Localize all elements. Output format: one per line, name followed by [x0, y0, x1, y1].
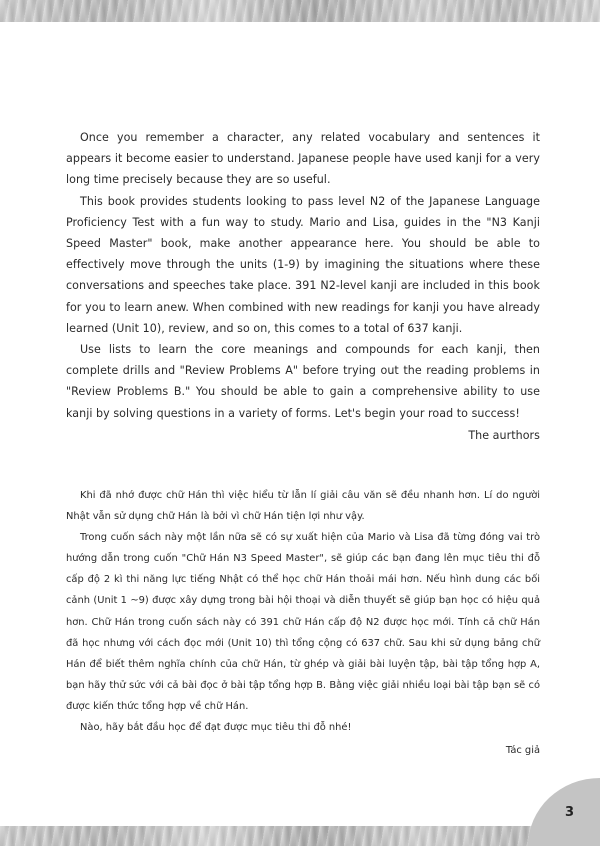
- english-paragraph-2: This book provides students looking to pass level N2 of the Japanese Language Proficiency Test with a fun way to study. Mario and Lisa, guides in the "N3 Kanji Speed Master" book, make another appearance here. You should be able to effectively move through the units (1-9) by imagining the situations where these conversations and speeches take place. 391 N2-level kanji are included in this book for you to learn anew. When combined with new readings for kanji you have already learned (Unit 10), review, and so on, this comes to a total of 637 kanji.: [66, 194, 540, 335]
- vietnamese-preface: [66, 485, 540, 761]
- bottom-decorative-band: [0, 826, 600, 846]
- english-paragraph-1: Once you remember a character, any related vocabulary and sentences it appears it become easier to understand. Japanese people have used kanji for a very long time precisely because they are so useful.: [66, 131, 540, 187]
- english-preface: [66, 127, 540, 446]
- page-number: 3: [564, 805, 574, 820]
- vietnamese-paragraph-2: Trong cuốn sách này một lần nữa sẽ có sự xuất hiện của Mario và Lisa đã từng đóng vai trò hướng dẫn trong cuốn "Chữ Hán N3 Speed Master", sẽ giúp các bạn đang lên mục tiêu thi đỗ cấp độ 2 kì thi năng lực tiếng Nhật có thể học chữ Hán thoải mái hơn. Nếu hình dung các bối cảnh (Unit 1 ~9) được xây dựng trong bài hội thoại và diễn thuyết sẽ giúp bạn học có hiệu quả hơn. Chữ Hán trong cuốn sách này có 391 chữ Hán cấp độ N2 được học mới. Tính cả chữ Hán đã học nhưng với cách đọc mới (Unit 10) thì tổng cộng có 637 chữ. Sau khi sử dụng bảng chữ Hán để biết thêm nghĩa chính của chữ Hán, từ ghép và giải bài luyện tập, bài tập tổng hợp A, bạn hãy thử sức với cả bài đọc ở bài tập tổng hợp B. Bằng việc giải nhiều loại bài tập bạn sẽ có được kiến thức tổng hợp về chữ Hán.: [66, 532, 540, 712]
- top-decorative-band: [0, 0, 600, 22]
- vietnamese-paragraph-3: Nào, hãy bắt đầu học để đạt được mục tiêu thi đỗ nhé!: [80, 722, 352, 734]
- english-signature: The aurthors: [468, 428, 540, 442]
- english-paragraph-3: Use lists to learn the core meanings and compounds for each kanji, then complete drills and "Review Problems A" before trying out the reading problems in "Review Problems B." You should be able to gain a comprehensive ability to use kanji by solving questions in a variety of forms. Let's begin your road to success!: [66, 343, 540, 420]
- vietnamese-paragraph-1: Khi đã nhớ được chữ Hán thì việc hiểu từ lẫn lí giải câu văn sẽ đều nhanh hơn. Lí do người Nhật vẫn sử dụng chữ Hán là bởi vì chữ Hán tiện lợi như vậy.: [66, 490, 540, 523]
- vietnamese-signature: Tác giả: [505, 745, 540, 757]
